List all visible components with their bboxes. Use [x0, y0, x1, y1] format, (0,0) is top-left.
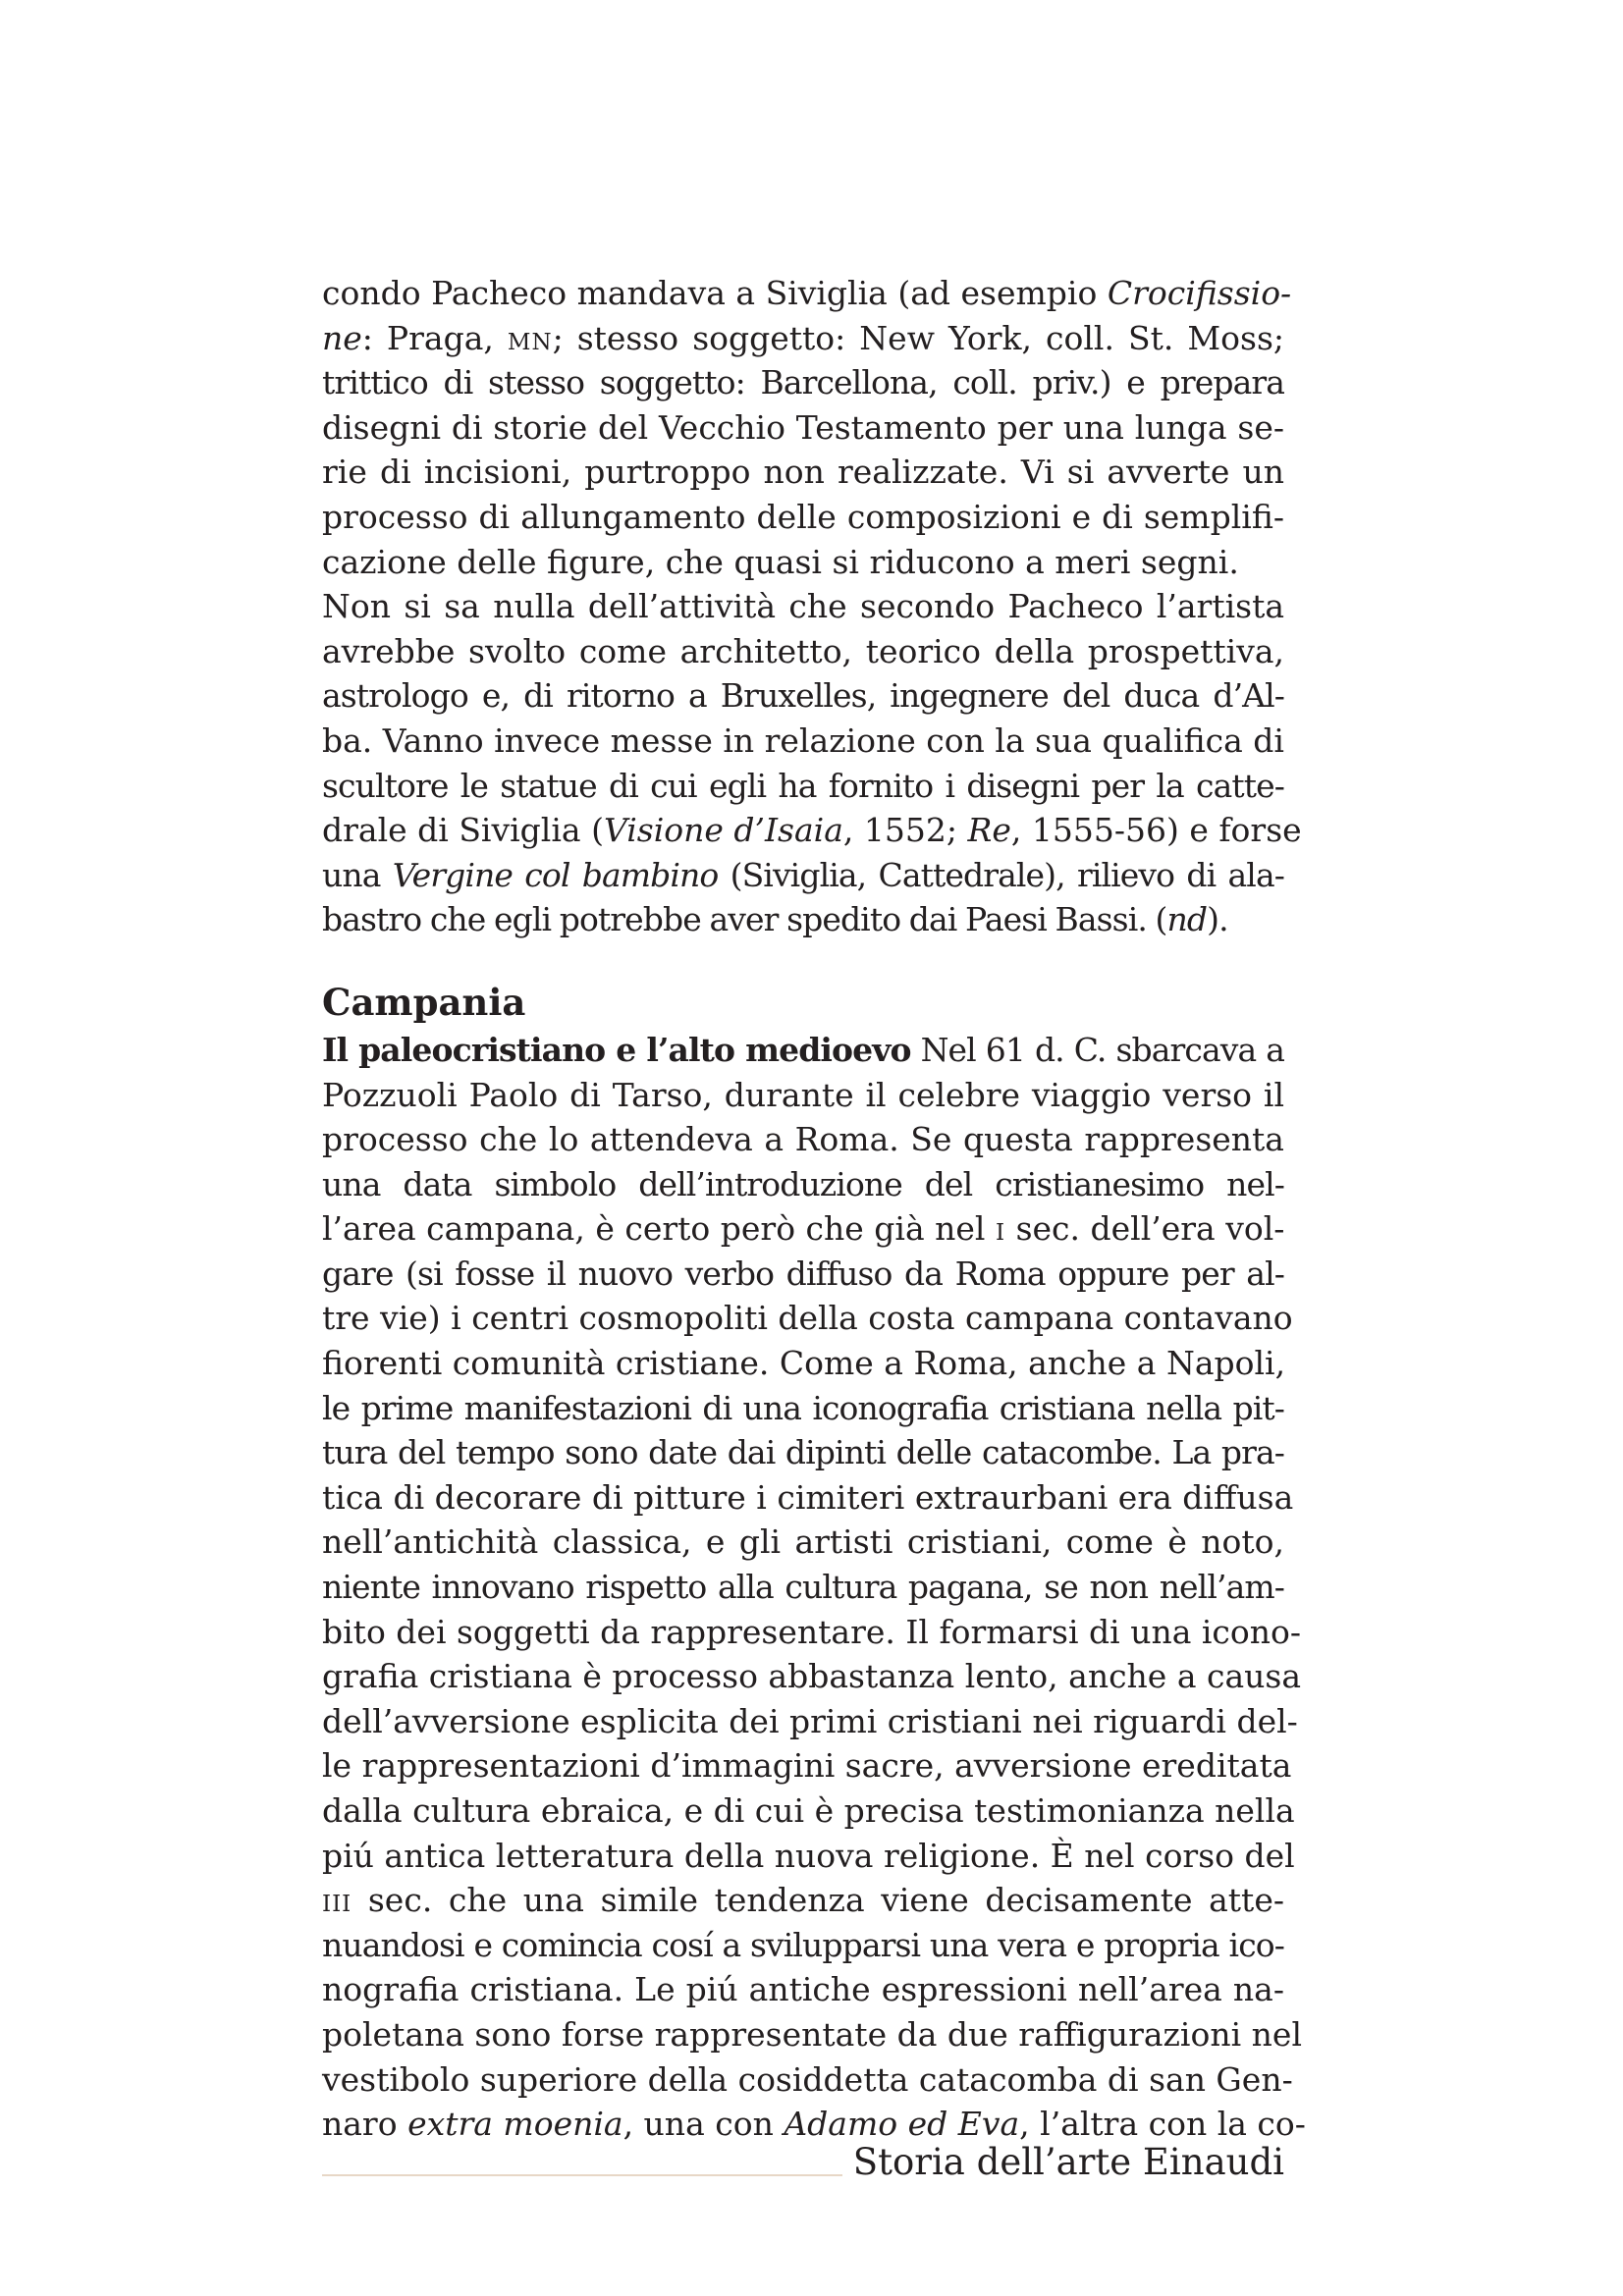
text-line: poletana sono forse rappresentate da due raffigurazioni nel [322, 2014, 1302, 2054]
text-line: grafia cristiana è processo abbastanza lento, anche a causa [322, 1657, 1302, 1696]
text-line: condo Pacheco mandava a Siviglia (ad esempio Crocifissio- [322, 274, 1292, 312]
text-line: le rappresentazioni d’immagini sacre, avversione ereditata [322, 1746, 1292, 1786]
text-line: cazione delle figure, che quasi si riducono a meri segni. [322, 542, 1239, 581]
text-line: dell’avversione esplicita dei primi cristiani nei riguardi del- [322, 1701, 1298, 1740]
text-line: tura del tempo sono date dai dipinti delle catacombe. La pra- [322, 1433, 1284, 1472]
text-line: nuandosi e comincia cosí a svilupparsi una vera e propria ico- [322, 1925, 1284, 1964]
text-line: nografia cristiana. Le piú antiche espressioni nell’area na- [322, 1970, 1284, 2009]
text-line: una data simbolo dell’introduzione del cristianesimo nel- [322, 1164, 1284, 1203]
text-line: vestibolo superiore della cosiddetta catacomba di san Gen- [322, 2059, 1293, 2099]
text-line: niente innovano rispetto alla cultura pagana, se non nell’am- [322, 1568, 1284, 1607]
text-line: trittico di stesso soggetto: Barcellona, coll. priv.) e prepara [322, 363, 1284, 402]
footer-rule [322, 2174, 842, 2176]
text-line: rie di incisioni, purtroppo non realizzate. Vi si avverte un [322, 453, 1284, 492]
text-line: nell’antichità classica, e gli artisti cristiani, come è noto, [322, 1522, 1284, 1562]
text-line: avrebbe svolto come architetto, teorico della prospettiva, [322, 631, 1284, 670]
text-line: ne: Praga, mn; stesso soggetto: New York, coll. St. Moss; [322, 318, 1284, 357]
page-footer [322, 2140, 1284, 2187]
text-line: le prime manifestazioni di una iconografia cristiana nella pit- [322, 1388, 1284, 1427]
text-line: Pozzuoli Paolo di Tarso, durante il celebre viaggio verso il [322, 1075, 1284, 1114]
text-line: tre vie) i centri cosmopoliti della costa campana contavano [322, 1299, 1293, 1338]
text-line: dalla cultura ebraica, e di cui è precisa testimonianza nella [322, 1791, 1295, 1830]
page-text [322, 271, 1306, 2147]
text-line: naro extra moenia, una con Adamo ed Eva, l’altra con la co- [322, 2105, 1306, 2144]
text-line: iii sec. che una simile tendenza viene decisamente atte- [322, 1881, 1284, 1920]
text-line: drale di Siviglia (Visione d’Isaia, 1552; Re, 1555-56) e forse [322, 811, 1302, 850]
text-line: ba. Vanno invece messe in relazione con la sua qualifica di [322, 721, 1284, 760]
text-line: gare (si fosse il nuovo verbo diffuso da Roma oppure per al- [322, 1254, 1284, 1293]
sub-heading: Il paleocristiano e l’alto medioevo [322, 1030, 911, 1069]
text-line: fiorenti comunità cristiane. Come a Roma, anche a Napoli, [322, 1344, 1286, 1383]
text-line: processo di allungamento delle composizioni e di semplifi- [322, 497, 1284, 536]
text-line: una Vergine col bambino (Siviglia, Cattedrale), rilievo di ala- [322, 855, 1284, 894]
section-heading: Campania [322, 980, 526, 1024]
text-line: l’area campana, è certo però che già nel i sec. dell’era vol- [322, 1209, 1285, 1249]
text-line: piú antica letteratura della nuova religione. È nel corso del [322, 1836, 1295, 1875]
text-line: processo che lo attendeva a Roma. Se questa rappresenta [322, 1120, 1284, 1159]
text-line: disegni di storie del Vecchio Testamento per una lunga se- [322, 407, 1284, 447]
text-line: tica di decorare di pitture i cimiteri extraurbani era diffusa [322, 1477, 1294, 1517]
text-line: Non si sa nulla dell’attività che secondo Pacheco l’artista [322, 587, 1284, 626]
text-line: bastro che egli potrebbe aver spedito dai Paesi Bassi. (nd). [322, 900, 1228, 939]
text-line: Il paleocristiano e l’alto medioevo Nel 61 d. C. sbarcava a [322, 1030, 1284, 1069]
text-line: astrologo e, di ritorno a Bruxelles, ingegnere del duca d’Al- [322, 676, 1284, 716]
text-line: scultore le statue di cui egli ha fornito i disegni per la catte- [322, 766, 1284, 805]
footer-text: Storia dell’arte Einaudi [852, 2141, 1284, 2183]
text-line: bito dei soggetti da rappresentare. Il formarsi di una icono- [322, 1612, 1302, 1651]
